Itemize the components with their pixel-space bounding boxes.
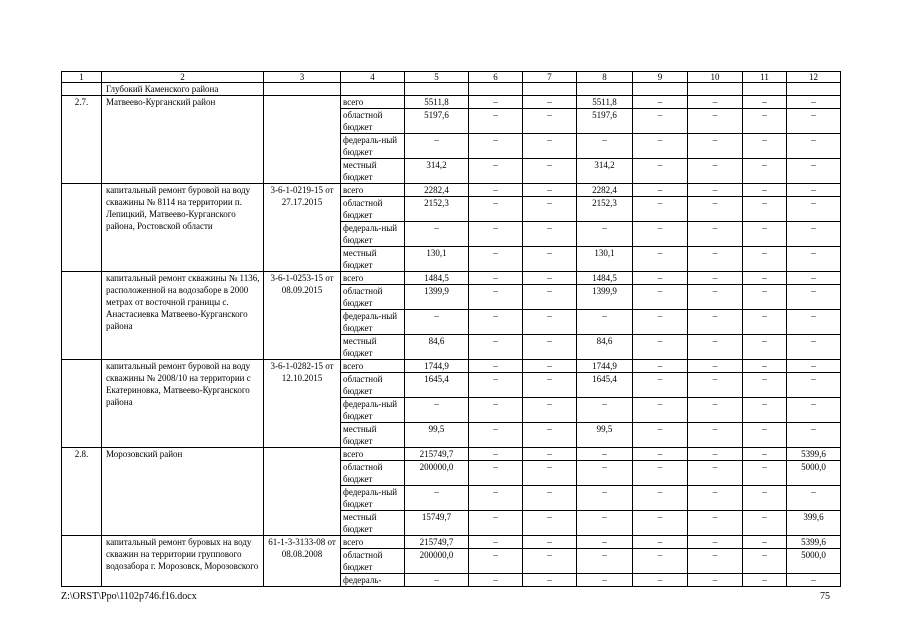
value-cell: – — [469, 109, 523, 134]
value-cell: – — [743, 360, 787, 373]
value-cell: – — [633, 335, 688, 360]
value-cell — [577, 83, 633, 96]
value-cell: – — [787, 159, 841, 184]
value-cell: 215749,7 — [405, 448, 469, 461]
value-cell: – — [743, 96, 787, 109]
funding-source-cell — [341, 83, 405, 96]
funding-source-cell: областной бюджет — [341, 373, 405, 398]
value-cell: – — [688, 272, 743, 285]
value-cell: – — [633, 511, 688, 536]
value-cell: 1484,5 — [577, 272, 633, 285]
value-cell: – — [469, 511, 523, 536]
value-cell: – — [743, 285, 787, 310]
value-cell: 1645,4 — [405, 373, 469, 398]
funding-source-cell: всего — [341, 96, 405, 109]
value-cell: – — [743, 461, 787, 486]
value-cell: – — [577, 310, 633, 335]
value-cell: – — [688, 398, 743, 423]
value-cell: – — [523, 373, 577, 398]
table-row — [62, 448, 841, 461]
value-cell: 399,6 — [787, 511, 841, 536]
value-cell: 5399,6 — [787, 448, 841, 461]
value-cell: 84,6 — [577, 335, 633, 360]
value-cell: – — [523, 448, 577, 461]
value-cell: – — [469, 159, 523, 184]
value-cell: – — [688, 96, 743, 109]
value-cell: – — [469, 461, 523, 486]
row-number-cell: 2.8. — [62, 448, 102, 536]
funding-source-cell: областной бюджет — [341, 197, 405, 222]
value-cell: – — [469, 96, 523, 109]
value-cell — [743, 83, 787, 96]
value-cell: 5399,6 — [787, 536, 841, 549]
value-cell: – — [787, 423, 841, 448]
value-cell: – — [405, 310, 469, 335]
value-cell: – — [743, 109, 787, 134]
value-cell: – — [633, 448, 688, 461]
value-cell: 1744,9 — [405, 360, 469, 373]
value-cell: – — [743, 272, 787, 285]
value-cell: 5197,6 — [405, 109, 469, 134]
object-code-cell: 3-6-1-0282-15 от 12.10.2015 — [264, 360, 341, 448]
funding-source-cell: областной бюджет — [341, 109, 405, 134]
value-cell: – — [469, 486, 523, 511]
value-cell: – — [633, 536, 688, 549]
value-cell: – — [688, 461, 743, 486]
value-cell: – — [688, 549, 743, 574]
value-cell: – — [688, 197, 743, 222]
value-cell: 1484,5 — [405, 272, 469, 285]
row-number-cell — [62, 184, 102, 272]
value-cell: 1399,9 — [577, 285, 633, 310]
value-cell: – — [688, 134, 743, 159]
value-cell: – — [787, 335, 841, 360]
value-cell: – — [633, 134, 688, 159]
value-cell: – — [469, 536, 523, 549]
value-cell: – — [523, 536, 577, 549]
funding-source-cell: областной бюджет — [341, 461, 405, 486]
value-cell: – — [787, 222, 841, 247]
funding-source-cell: местный бюджет — [341, 159, 405, 184]
value-cell: – — [577, 574, 633, 587]
value-cell: – — [633, 96, 688, 109]
value-cell: – — [743, 511, 787, 536]
value-cell: – — [523, 134, 577, 159]
header-cell: 3 — [264, 72, 341, 83]
value-cell: – — [743, 373, 787, 398]
value-cell: – — [633, 574, 688, 587]
funding-source-cell: всего — [341, 360, 405, 373]
value-cell: – — [469, 310, 523, 335]
funding-source-cell: всего — [341, 184, 405, 197]
value-cell: – — [743, 159, 787, 184]
value-cell: – — [577, 134, 633, 159]
funding-source-cell: федераль-ный бюджет — [341, 310, 405, 335]
value-cell: – — [633, 159, 688, 184]
value-cell: – — [743, 247, 787, 272]
value-cell: – — [743, 197, 787, 222]
value-cell: – — [405, 222, 469, 247]
value-cell: – — [523, 335, 577, 360]
value-cell: – — [523, 184, 577, 197]
value-cell: – — [787, 109, 841, 134]
value-cell: – — [469, 197, 523, 222]
value-cell: 2282,4 — [577, 184, 633, 197]
value-cell: – — [787, 373, 841, 398]
value-cell: – — [523, 197, 577, 222]
value-cell: – — [743, 184, 787, 197]
value-cell: – — [787, 486, 841, 511]
value-cell: – — [688, 448, 743, 461]
funding-source-cell: федераль-ный бюджет — [341, 398, 405, 423]
value-cell: – — [688, 536, 743, 549]
object-name-cell: Матвеево-Курганский район — [102, 96, 264, 184]
value-cell: – — [469, 134, 523, 159]
value-cell: – — [523, 360, 577, 373]
object-code-cell: 3-6-1-0219-15 от 27.17.2015 — [264, 184, 341, 272]
funding-source-cell: областной бюджет — [341, 285, 405, 310]
value-cell: – — [633, 197, 688, 222]
value-cell: – — [688, 247, 743, 272]
value-cell: – — [633, 310, 688, 335]
value-cell: – — [469, 574, 523, 587]
value-cell: 84,6 — [405, 335, 469, 360]
value-cell: – — [523, 222, 577, 247]
value-cell: – — [633, 222, 688, 247]
value-cell: – — [688, 222, 743, 247]
value-cell: – — [633, 486, 688, 511]
value-cell: 15749,7 — [405, 511, 469, 536]
value-cell: – — [405, 486, 469, 511]
value-cell: – — [577, 461, 633, 486]
object-code-cell: 3-6-1-0253-15 от 08.09.2015 — [264, 272, 341, 360]
value-cell: – — [469, 373, 523, 398]
value-cell — [469, 83, 523, 96]
object-name-cell: капитальный ремонт буровой на воду скважины № 8114 на территории п. Лепицкий, Матвеево-Курганского района, Ростовской области — [102, 184, 264, 272]
value-cell: – — [743, 536, 787, 549]
table-row — [62, 184, 841, 197]
value-cell: – — [633, 285, 688, 310]
value-cell: – — [469, 423, 523, 448]
value-cell: – — [787, 574, 841, 587]
value-cell: 2152,3 — [577, 197, 633, 222]
value-cell: – — [469, 549, 523, 574]
value-cell: – — [523, 96, 577, 109]
value-cell: 314,2 — [577, 159, 633, 184]
header-cell: 8 — [577, 72, 633, 83]
budget-table — [61, 71, 841, 587]
value-cell: – — [743, 310, 787, 335]
value-cell: – — [469, 360, 523, 373]
value-cell: – — [469, 335, 523, 360]
value-cell: – — [577, 486, 633, 511]
value-cell: – — [469, 184, 523, 197]
object-name-cell: Морозовский район — [102, 448, 264, 536]
funding-source-cell: местный бюджет — [341, 511, 405, 536]
value-cell: 1645,4 — [577, 373, 633, 398]
funding-source-cell: всего — [341, 448, 405, 461]
funding-source-cell: федераль-ный бюджет — [341, 486, 405, 511]
funding-source-cell: областной бюджет — [341, 549, 405, 574]
value-cell: – — [469, 448, 523, 461]
object-code-cell — [264, 96, 341, 184]
header-cell: 10 — [688, 72, 743, 83]
row-number-cell — [62, 536, 102, 587]
value-cell: – — [577, 448, 633, 461]
value-cell: 130,1 — [405, 247, 469, 272]
row-number-cell: 2.7. — [62, 96, 102, 184]
value-cell: – — [577, 222, 633, 247]
value-cell: – — [633, 247, 688, 272]
value-cell: – — [688, 574, 743, 587]
header-cell: 12 — [787, 72, 841, 83]
value-cell — [688, 83, 743, 96]
value-cell: – — [787, 184, 841, 197]
value-cell: – — [688, 486, 743, 511]
value-cell: – — [688, 360, 743, 373]
value-cell: – — [787, 360, 841, 373]
value-cell: – — [523, 549, 577, 574]
value-cell: – — [523, 423, 577, 448]
value-cell: 5511,8 — [577, 96, 633, 109]
value-cell: – — [523, 574, 577, 587]
value-cell: 1399,9 — [405, 285, 469, 310]
value-cell: – — [523, 511, 577, 536]
value-cell: – — [743, 398, 787, 423]
value-cell: – — [743, 423, 787, 448]
table-body — [62, 72, 841, 587]
value-cell: – — [787, 96, 841, 109]
object-code-cell — [264, 83, 341, 96]
value-cell: – — [743, 486, 787, 511]
value-cell: – — [743, 222, 787, 247]
value-cell: – — [633, 423, 688, 448]
value-cell: – — [523, 272, 577, 285]
value-cell: – — [523, 310, 577, 335]
funding-source-cell: местный бюджет — [341, 335, 405, 360]
value-cell — [633, 83, 688, 96]
value-cell: – — [469, 247, 523, 272]
header-cell: 5 — [405, 72, 469, 83]
value-cell: – — [688, 511, 743, 536]
value-cell: – — [787, 134, 841, 159]
header-cell: 4 — [341, 72, 405, 83]
object-name-cell: капитальный ремонт буровой на воду скважины № 2008/10 на территории с Екатериновка, Матвеево-Курганского района — [102, 360, 264, 448]
value-cell: – — [633, 398, 688, 423]
object-name-cell: Глубокий Каменского района — [102, 83, 264, 96]
value-cell: – — [743, 448, 787, 461]
table-row — [62, 360, 841, 373]
value-cell — [523, 83, 577, 96]
value-cell: – — [743, 335, 787, 360]
header-cell: 6 — [469, 72, 523, 83]
value-cell: – — [577, 511, 633, 536]
value-cell: – — [523, 486, 577, 511]
value-cell: – — [787, 310, 841, 335]
value-cell: – — [577, 536, 633, 549]
value-cell: – — [523, 398, 577, 423]
value-cell: – — [688, 285, 743, 310]
value-cell: – — [523, 461, 577, 486]
value-cell: – — [577, 398, 633, 423]
funding-source-cell: местный бюджет — [341, 247, 405, 272]
value-cell: 314,2 — [405, 159, 469, 184]
value-cell: – — [469, 398, 523, 423]
row-number-cell — [62, 360, 102, 448]
value-cell: 5197,6 — [577, 109, 633, 134]
value-cell: – — [688, 373, 743, 398]
value-cell: – — [688, 335, 743, 360]
value-cell: – — [633, 373, 688, 398]
table-row — [62, 96, 841, 109]
value-cell: – — [688, 184, 743, 197]
value-cell: – — [469, 222, 523, 247]
value-cell: 99,5 — [405, 423, 469, 448]
object-name-cell: капитальный ремонт буровых на воду скважин на территории группового водозабора г. Морозовск, Морозовского — [102, 536, 264, 587]
value-cell: – — [787, 197, 841, 222]
header-cell: 1 — [62, 72, 102, 83]
value-cell: – — [787, 272, 841, 285]
value-cell: – — [469, 272, 523, 285]
value-cell: 5511,8 — [405, 96, 469, 109]
funding-source-cell: местный бюджет — [341, 423, 405, 448]
funding-source-cell: федераль-ный бюджет — [341, 222, 405, 247]
value-cell: – — [633, 360, 688, 373]
value-cell: – — [633, 549, 688, 574]
value-cell: – — [405, 134, 469, 159]
value-cell: – — [787, 285, 841, 310]
value-cell: – — [633, 461, 688, 486]
value-cell: – — [688, 423, 743, 448]
value-cell: – — [405, 398, 469, 423]
value-cell: – — [523, 109, 577, 134]
value-cell: – — [743, 134, 787, 159]
row-number-cell — [62, 272, 102, 360]
funding-source-cell: всего — [341, 536, 405, 549]
table-row — [62, 536, 841, 549]
funding-source-cell: федераль- — [341, 574, 405, 587]
value-cell: 1744,9 — [577, 360, 633, 373]
object-code-cell: 61-1-3-3133-08 от 08.08.2008 — [264, 536, 341, 587]
value-cell: – — [523, 247, 577, 272]
header-cell: 7 — [523, 72, 577, 83]
funding-source-cell: федераль-ный бюджет — [341, 134, 405, 159]
value-cell: – — [469, 285, 523, 310]
header-cell: 9 — [633, 72, 688, 83]
header-row — [62, 72, 841, 83]
row-number-cell — [62, 83, 102, 96]
value-cell: – — [688, 159, 743, 184]
table-row — [62, 272, 841, 285]
value-cell: 200000,0 — [405, 461, 469, 486]
table-row — [62, 83, 841, 96]
value-cell: – — [787, 247, 841, 272]
value-cell: 130,1 — [577, 247, 633, 272]
value-cell: – — [633, 184, 688, 197]
value-cell: – — [405, 574, 469, 587]
value-cell: 215749,7 — [405, 536, 469, 549]
value-cell: – — [523, 285, 577, 310]
value-cell: 5000,0 — [787, 549, 841, 574]
footer-page-number: 75 — [820, 591, 830, 602]
value-cell: 2152,3 — [405, 197, 469, 222]
object-code-cell — [264, 448, 341, 536]
value-cell: – — [633, 272, 688, 285]
value-cell — [405, 83, 469, 96]
header-cell: 11 — [743, 72, 787, 83]
value-cell: – — [787, 398, 841, 423]
header-cell: 2 — [102, 72, 264, 83]
object-name-cell: капитальный ремонт скважины № 1136, расположенной на водозаборе в 2000 метрах от восточной границы с. Анастасиевка Матвеево-Курганского района — [102, 272, 264, 360]
value-cell: 200000,0 — [405, 549, 469, 574]
value-cell: 2282,4 — [405, 184, 469, 197]
value-cell: – — [743, 549, 787, 574]
value-cell: 99,5 — [577, 423, 633, 448]
value-cell: – — [743, 574, 787, 587]
value-cell — [787, 83, 841, 96]
value-cell: 5000,0 — [787, 461, 841, 486]
value-cell: – — [688, 310, 743, 335]
value-cell: – — [523, 159, 577, 184]
footer-file-path: Z:\ORST\Ppo\1102p746.f16.docx — [61, 591, 197, 602]
value-cell: – — [633, 109, 688, 134]
funding-source-cell: всего — [341, 272, 405, 285]
value-cell: – — [577, 549, 633, 574]
value-cell: – — [688, 109, 743, 134]
